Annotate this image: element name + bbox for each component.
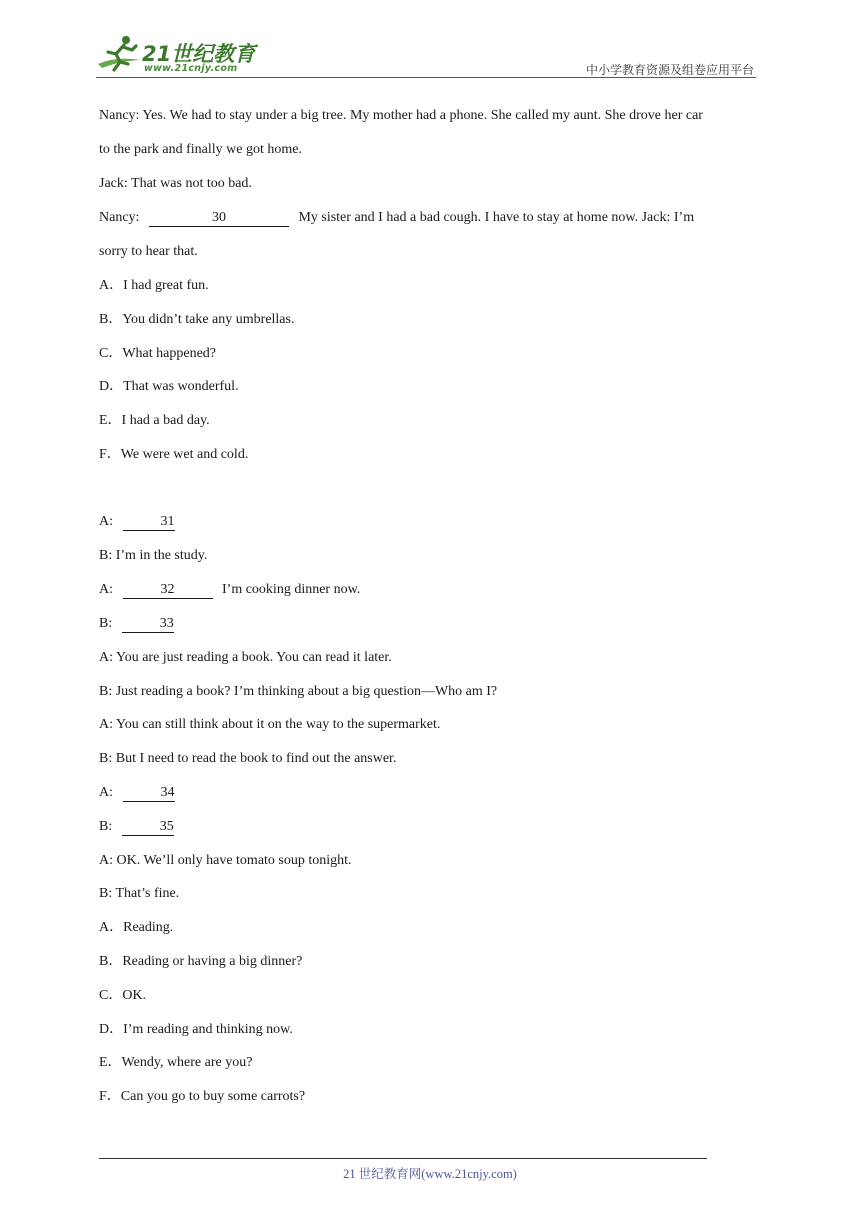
page-header [96,32,756,78]
speaker-label: A: [99,582,113,597]
footer-divider [99,1158,707,1159]
option-item: C．What happened? [99,346,217,361]
dialog-line-with-blank [99,783,175,803]
answer-blank-33[interactable]: 33 [122,615,174,633]
speaker-label: Nancy: [99,210,140,225]
dialog-line: sorry to hear that. [99,244,198,259]
header-divider [96,77,756,78]
answer-blank-30[interactable]: 30 [149,209,289,227]
speaker-label: A: [99,785,113,800]
runner-logo-icon [96,34,142,74]
option-item: D．I’m reading and thinking now. [99,1022,293,1037]
option-item: A．Reading. [99,920,174,935]
speaker-label: B: [99,819,113,834]
dialog-line: B: Just reading a book? I’m thinking about a big question—Who am I? [99,684,498,699]
answer-blank-32[interactable]: 32 [123,581,213,599]
dialog-line: A: OK. We’ll only have tomato soup tonight. [99,853,352,868]
dialog-line-with-blank [99,614,174,634]
dialog-line: Jack: That was not too bad. [99,176,252,191]
logo-url: www.21cnjy.com [144,63,238,74]
dialog-line: Nancy: Yes. We had to stay under a big tree. My mother had a phone. She called my aunt. She drove her car [99,108,703,123]
dialog-line: to the park and finally we got home. [99,142,302,157]
answer-blank-35[interactable]: 35 [122,818,174,836]
option-item: B．Reading or having a big dinner? [99,954,303,969]
speaker-label: B: [99,616,113,631]
option-item: B．You didn’t take any umbrellas. [99,312,295,327]
dialog-line: B: But I need to read the book to find out the answer. [99,751,397,766]
option-item: D．That was wonderful. [99,379,239,394]
answer-blank-34[interactable]: 34 [123,784,175,802]
site-logo [96,32,266,78]
dialog-line-with-blank [99,512,175,532]
dialog-line: B: That’s fine. [99,886,180,901]
speaker-label: A: [99,514,113,529]
dialog-text: My sister and I had a bad cough. I have to stay at home now. Jack: I’m [298,210,695,225]
dialog-line-with-blank [99,208,694,228]
dialog-line-with-blank [99,580,360,600]
footer-link[interactable]: 21 世纪教育网(www.21cnjy.com) [343,1167,517,1181]
option-item: C．OK. [99,988,147,1003]
dialog-line: A: You can still think about it on the way to the supermarket. [99,717,441,732]
option-item: F．We were wet and cold. [99,447,249,462]
option-item: F．Can you go to buy some carrots? [99,1089,306,1104]
option-item: E．Wendy, where are you? [99,1055,253,1070]
dialog-text: I’m cooking dinner now. [222,582,361,597]
logo-text: 21世纪教育 [142,42,256,66]
answer-blank-31[interactable]: 31 [123,513,175,531]
option-item: E．I had a bad day. [99,413,210,428]
dialog-line-with-blank [99,817,174,837]
option-item: A．I had great fun. [99,278,209,293]
dialog-line: A: You are just reading a book. You can read it later. [99,650,392,665]
platform-title: 中小学教育资源及组卷应用平台 [585,63,754,77]
dialog-line: B: I’m in the study. [99,548,208,563]
